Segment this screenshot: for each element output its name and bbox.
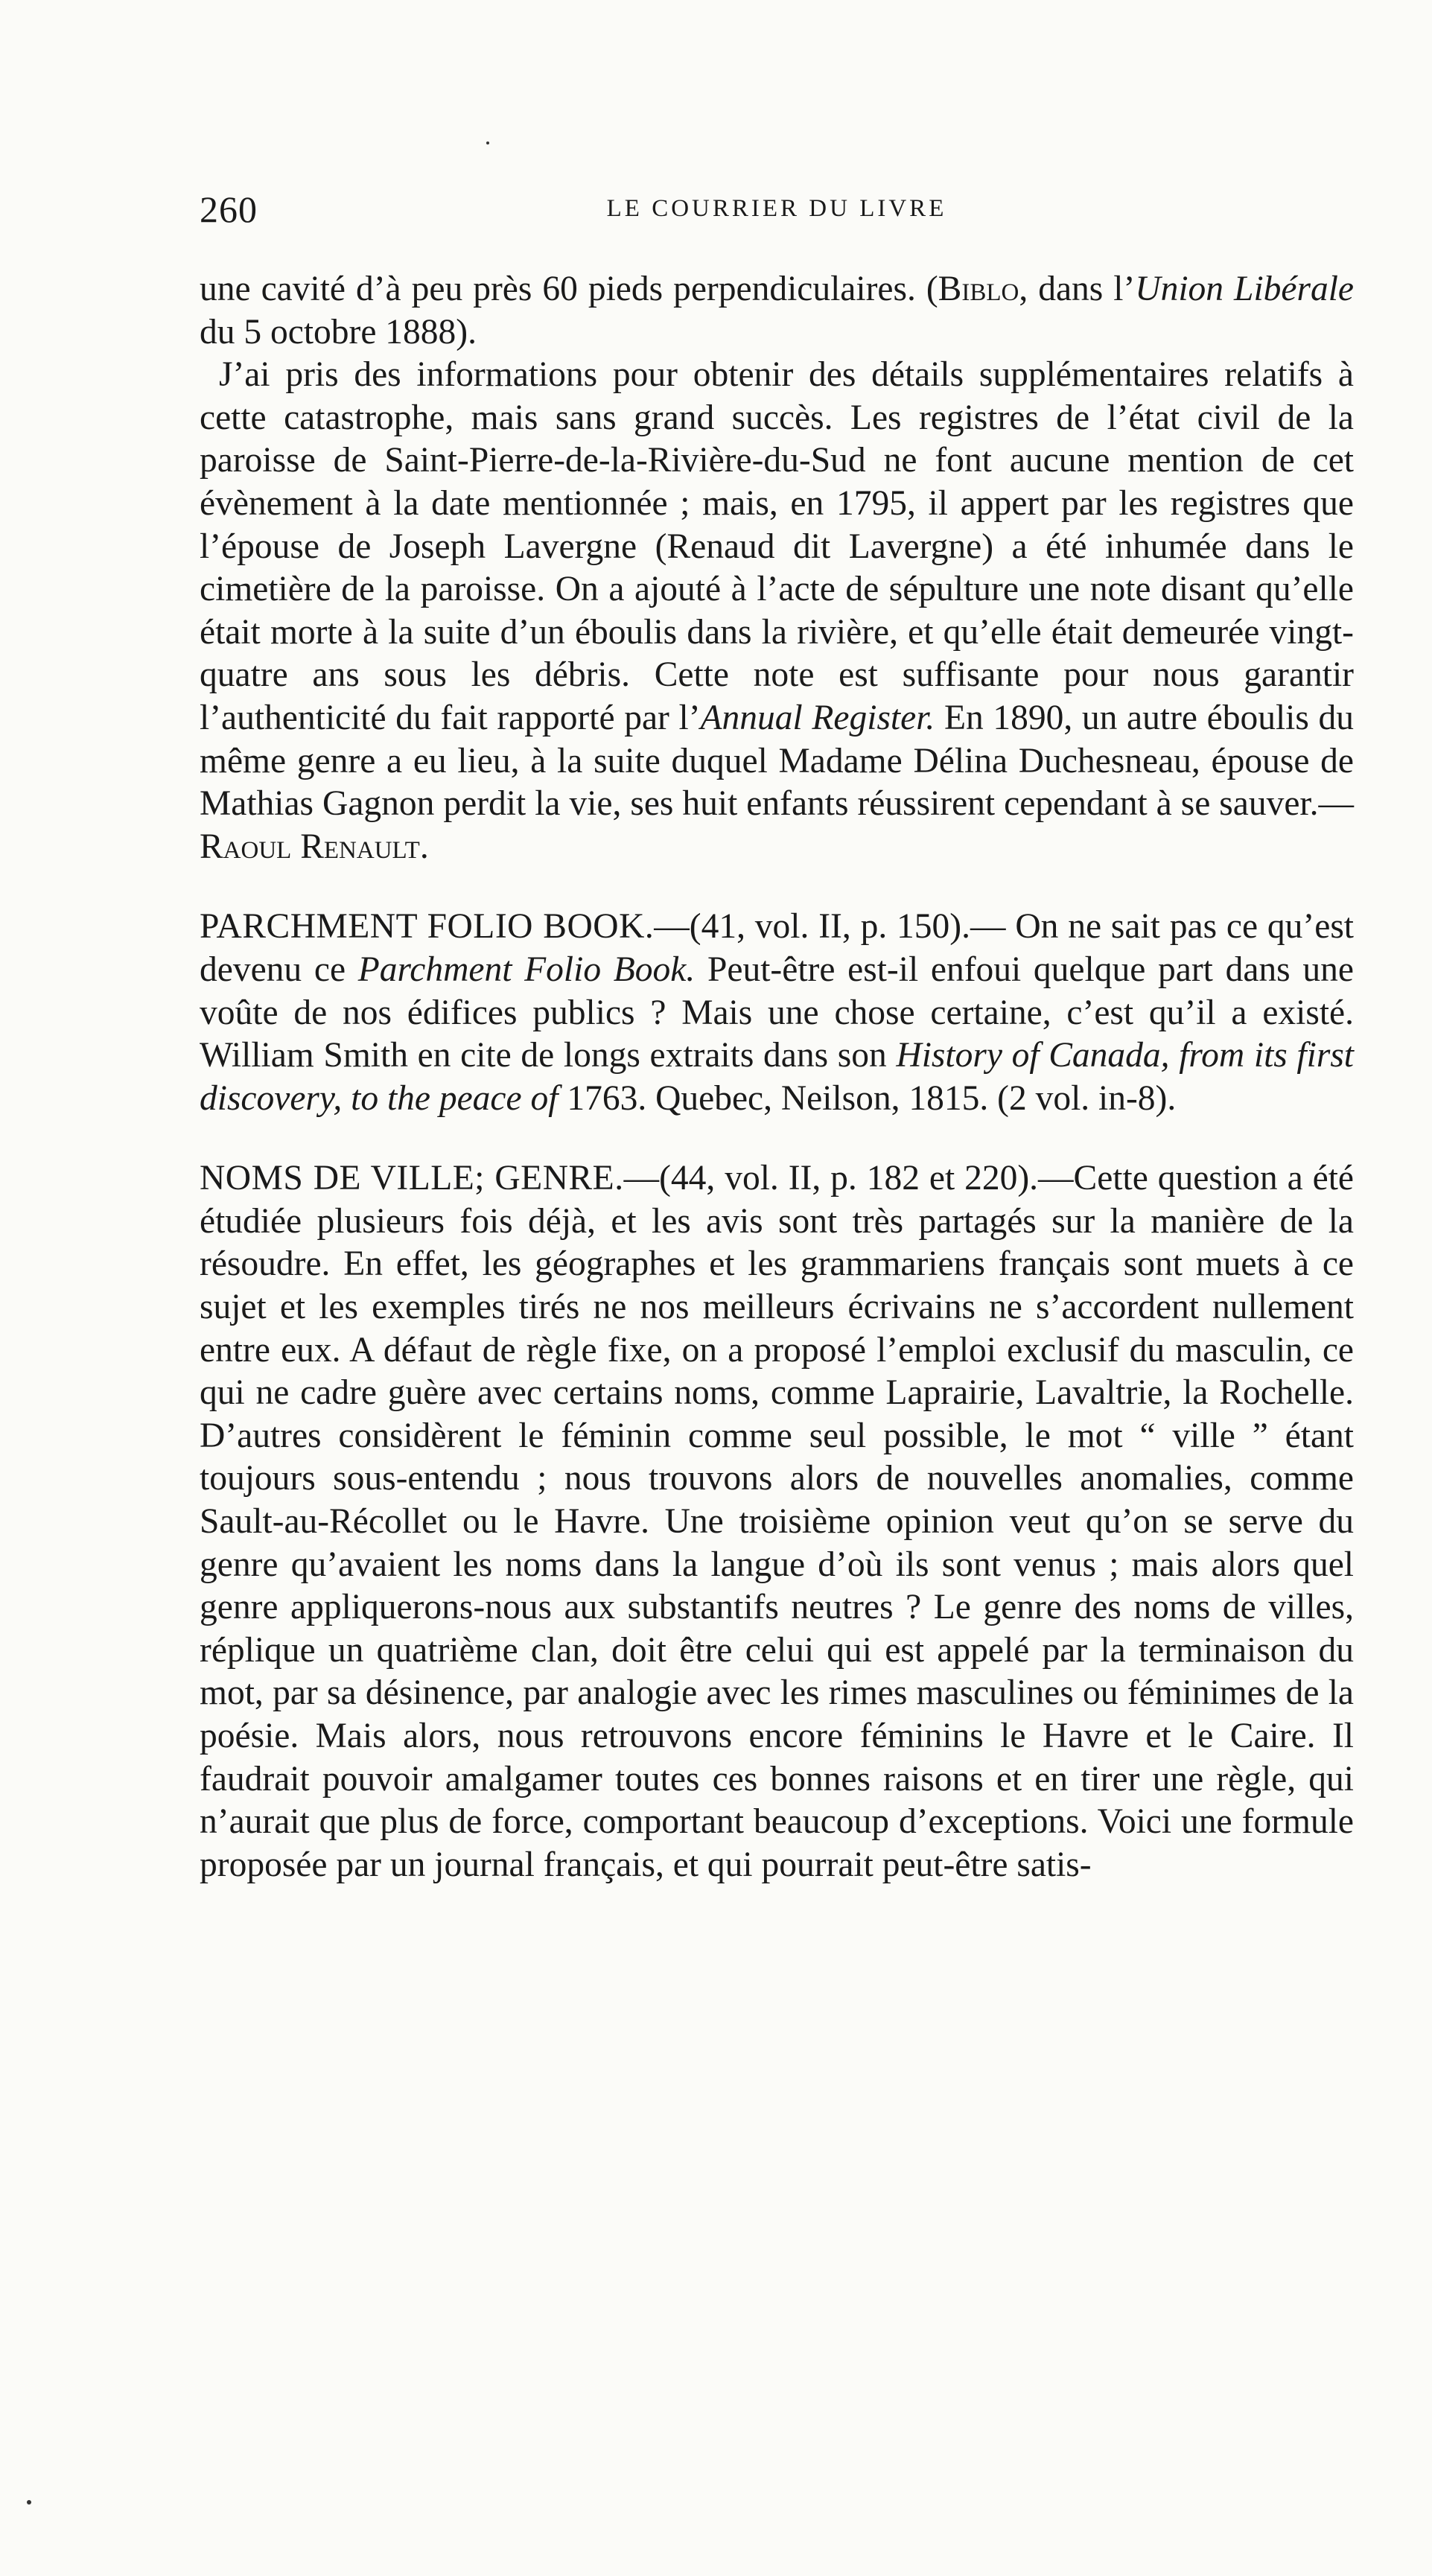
text-run: —(44, vol. II, p. 182 et 220).—Cette question a été étudiée plusieurs fois déjà, et les avis sont très partagés sur la manière de la résoudre. En effet, les géographes et les grammariens français sont muets à ce sujet et les exemples tirés ne nos meilleurs écrivains ne s’accordent nullement entre eux. A défaut de règle fixe, on a proposé l’emploi exclusif du masculin, ce qui ne cadre guère avec certains noms, comme Laprairie, Lavaltrie, la Rochelle. D’autres considèrent le féminin comme seul possible, le mot “ ville ” étant toujours sous-entendu ; nous trouvons alors de nouvelles anomalies, comme Sault-au-Récollet ou le Havre. Une troisième opinion veut qu’on se serve du genre qu’avaient les noms dans la langue d’où ils sont venus ; mais alors quel genre appliquerons-nous aux substantifs neutres ? Le genre des noms de villes, réplique un quatrième clan, doit être celui qui est appelé par la terminaison du mot, par sa désinence, par analogie avec les rimes masculines ou féminimes de la poésie. Mais alors, nous retrouvons encore féminins le Havre et le Caire. Il faudrait pouvoir amalgamer toutes ces bonnes raisons et en tirer une règle, qui n’aurait que plus de force, comportant beaucoup d’exceptions. Voici une formule proposée par un journal français, et qui pourrait peut-être satis- xyxy=(200,1159,1354,1884)
book-page xyxy=(200,188,1354,1886)
entry-title: PARCHMENT FOLIO BOOK. xyxy=(200,907,655,947)
running-title: LE COURRIER DU LIVRE xyxy=(606,195,947,222)
paragraph-biblo-citation xyxy=(200,268,1354,354)
print-speck xyxy=(486,141,489,144)
book-title: Parchment Folio Book. xyxy=(357,950,696,989)
text-run: J’ai pris des informations pour obtenir des détails supplémentaires relatifs à cette catastrophe, mais sans grand succès. Les registres de l’état civil de la paroisse de Saint-Pierre-de-la-Rivière-du-Sud ne font aucune mention de cet évènement à la date mentionnée ; mais, en 1795, il appert par les registres que l’épouse de Joseph Lavergne (Renaud dit Lavergne) a été inhumée dans le cimetière de la paroisse. On a ajouté à l’acte de sépulture une note disant qu’elle était morte à la suite d’un éboulis dans la rivière, et qu’elle était demeurée vingt-quatre ans sous les débris. Cette note est suffisante pour nous garantir l’authenticité du fait rapporté par l’ xyxy=(200,355,1354,737)
text-run: Peut-être est-il enfoui quelque part dans une voûte de nos édifices publics ? Mais une chose certaine, c’est qu’il a existé. William Smith en cite de longs extraits dans son xyxy=(200,950,1354,1075)
text-run: , dans l’ xyxy=(1019,270,1136,308)
text-run: —(41, vol. II, p. 150).— On ne sait pas ce qu’est devenu ce xyxy=(200,907,1354,989)
author-signature: Raoul Renault. xyxy=(200,827,429,866)
page-number: 260 xyxy=(200,188,258,230)
entry-title: NOMS DE VILLE; GENRE. xyxy=(200,1159,624,1198)
body-text xyxy=(200,268,1354,1886)
entry-noms-de-ville xyxy=(200,1157,1354,1886)
text-run: du 5 octobre 1888). xyxy=(200,312,477,352)
running-head xyxy=(200,188,1354,247)
print-speck xyxy=(27,2500,31,2505)
paragraph-renault xyxy=(200,354,1354,868)
text-run: En 1890, un autre éboulis du même genre a eu lieu, à la suite duquel Madame Délina Duchesneau, épouse de Mathias Gagnon perdit la vie, ses huit enfants réussirent cependant à se sauver.— xyxy=(200,698,1354,824)
publication-title: Annual Register. xyxy=(700,698,935,737)
text-run: une cavité d’à peu près 60 pieds perpendiculaires. ( xyxy=(200,270,938,308)
text-run: 1763. Quebec, Neilson, 1815. (2 vol. in-8). xyxy=(558,1078,1177,1118)
entry-parchment-folio-book xyxy=(200,906,1354,1120)
book-title: History of Canada, from its first discovery, to the peace of xyxy=(200,1036,1354,1118)
newspaper-title: Union Libérale xyxy=(1135,270,1354,308)
author-name: Biblo xyxy=(938,270,1019,308)
